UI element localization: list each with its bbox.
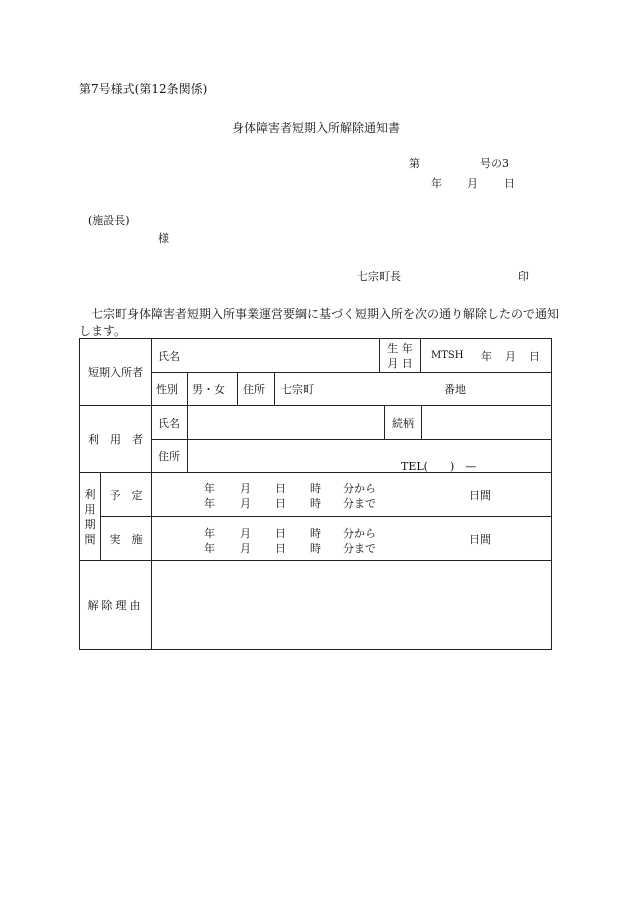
date-month: 月 bbox=[467, 177, 478, 190]
actual-from-minute: 分から bbox=[343, 527, 376, 540]
sender-name: 七宗町長 bbox=[357, 270, 401, 283]
planned-to-year: 年 bbox=[204, 497, 215, 510]
actual-to-month: 月 bbox=[240, 542, 251, 555]
birth-month: 月 bbox=[505, 349, 516, 363]
planned-from-hour: 時 bbox=[310, 482, 321, 495]
planned-from-day: 日 bbox=[275, 482, 286, 495]
actual-to-hour: 時 bbox=[310, 542, 321, 555]
actual-from-hour: 時 bbox=[310, 527, 321, 540]
period-char-3: 期 bbox=[84, 517, 96, 531]
period-char-2: 用 bbox=[84, 502, 96, 516]
birth-day: 日 bbox=[529, 349, 540, 363]
user-name-label: 氏名 bbox=[158, 416, 180, 430]
planned-to-month: 月 bbox=[240, 497, 251, 510]
actual-days: 日間 bbox=[469, 532, 491, 546]
addressee-honorific: 様 bbox=[158, 232, 169, 245]
document-title: 身体障害者短期入所解除通知書 bbox=[232, 121, 401, 135]
sex-label: 性別 bbox=[156, 383, 178, 396]
period-label bbox=[80, 473, 100, 560]
name-label: 氏名 bbox=[158, 349, 180, 363]
actual-from-year: 年 bbox=[204, 527, 215, 540]
actual-to-day: 日 bbox=[275, 542, 286, 555]
planned-label: 予 定 bbox=[109, 488, 143, 502]
period-char-4: 間 bbox=[84, 532, 96, 546]
planned-to-day: 日 bbox=[275, 497, 286, 510]
addressee-role: (施設長) bbox=[88, 214, 130, 227]
planned-from-year: 年 bbox=[204, 482, 215, 495]
user-label: 利 用 者 bbox=[88, 433, 143, 446]
actual-from-day: 日 bbox=[275, 527, 286, 540]
date-day: 日 bbox=[504, 177, 515, 190]
birth-year: 年 bbox=[481, 349, 492, 363]
period-char-1: 利 bbox=[84, 487, 96, 501]
actual-to-year: 年 bbox=[204, 542, 215, 555]
body-text-line1: 七宗町身体障害者短期入所事業運営要綱に基づく短期入所を次の通り解除したので通知 bbox=[91, 307, 560, 321]
reason-label: 解除理由 bbox=[87, 599, 144, 612]
number-prefix: 第 bbox=[409, 157, 420, 170]
planned-to-hour: 時 bbox=[310, 497, 321, 510]
sex-value: 男・女 bbox=[192, 383, 225, 396]
banchi-label: 番地 bbox=[444, 383, 466, 396]
number-suffix: 号の3 bbox=[480, 157, 509, 170]
planned-days: 日間 bbox=[469, 488, 491, 502]
resident-label: 短期入所者 bbox=[88, 366, 143, 379]
user-address-label: 住所 bbox=[158, 450, 180, 463]
actual-label: 実 施 bbox=[109, 532, 143, 546]
body-text-line2: します。 bbox=[79, 324, 127, 338]
form-number: 第7号様式(第12条関係) bbox=[79, 82, 208, 96]
era-codes: MTSH bbox=[431, 350, 464, 361]
actual-from-month: 月 bbox=[240, 527, 251, 540]
planned-to-minute: 分まで bbox=[343, 497, 376, 510]
planned-from-minute: 分から bbox=[343, 482, 376, 495]
address-label: 住所 bbox=[243, 383, 265, 396]
seal-mark: 印 bbox=[518, 270, 529, 283]
actual-to-minute: 分まで bbox=[343, 542, 376, 555]
town-name: 七宗町 bbox=[281, 383, 314, 396]
birth-label-2: 月 日 bbox=[387, 356, 413, 370]
planned-from-month: 月 bbox=[240, 482, 251, 495]
relation-label: 続柄 bbox=[392, 416, 414, 430]
birth-label bbox=[380, 339, 420, 372]
birth-label-1: 生 年 bbox=[387, 341, 413, 355]
tel-field: TEL( ) — bbox=[401, 460, 477, 473]
date-year: 年 bbox=[431, 177, 442, 190]
